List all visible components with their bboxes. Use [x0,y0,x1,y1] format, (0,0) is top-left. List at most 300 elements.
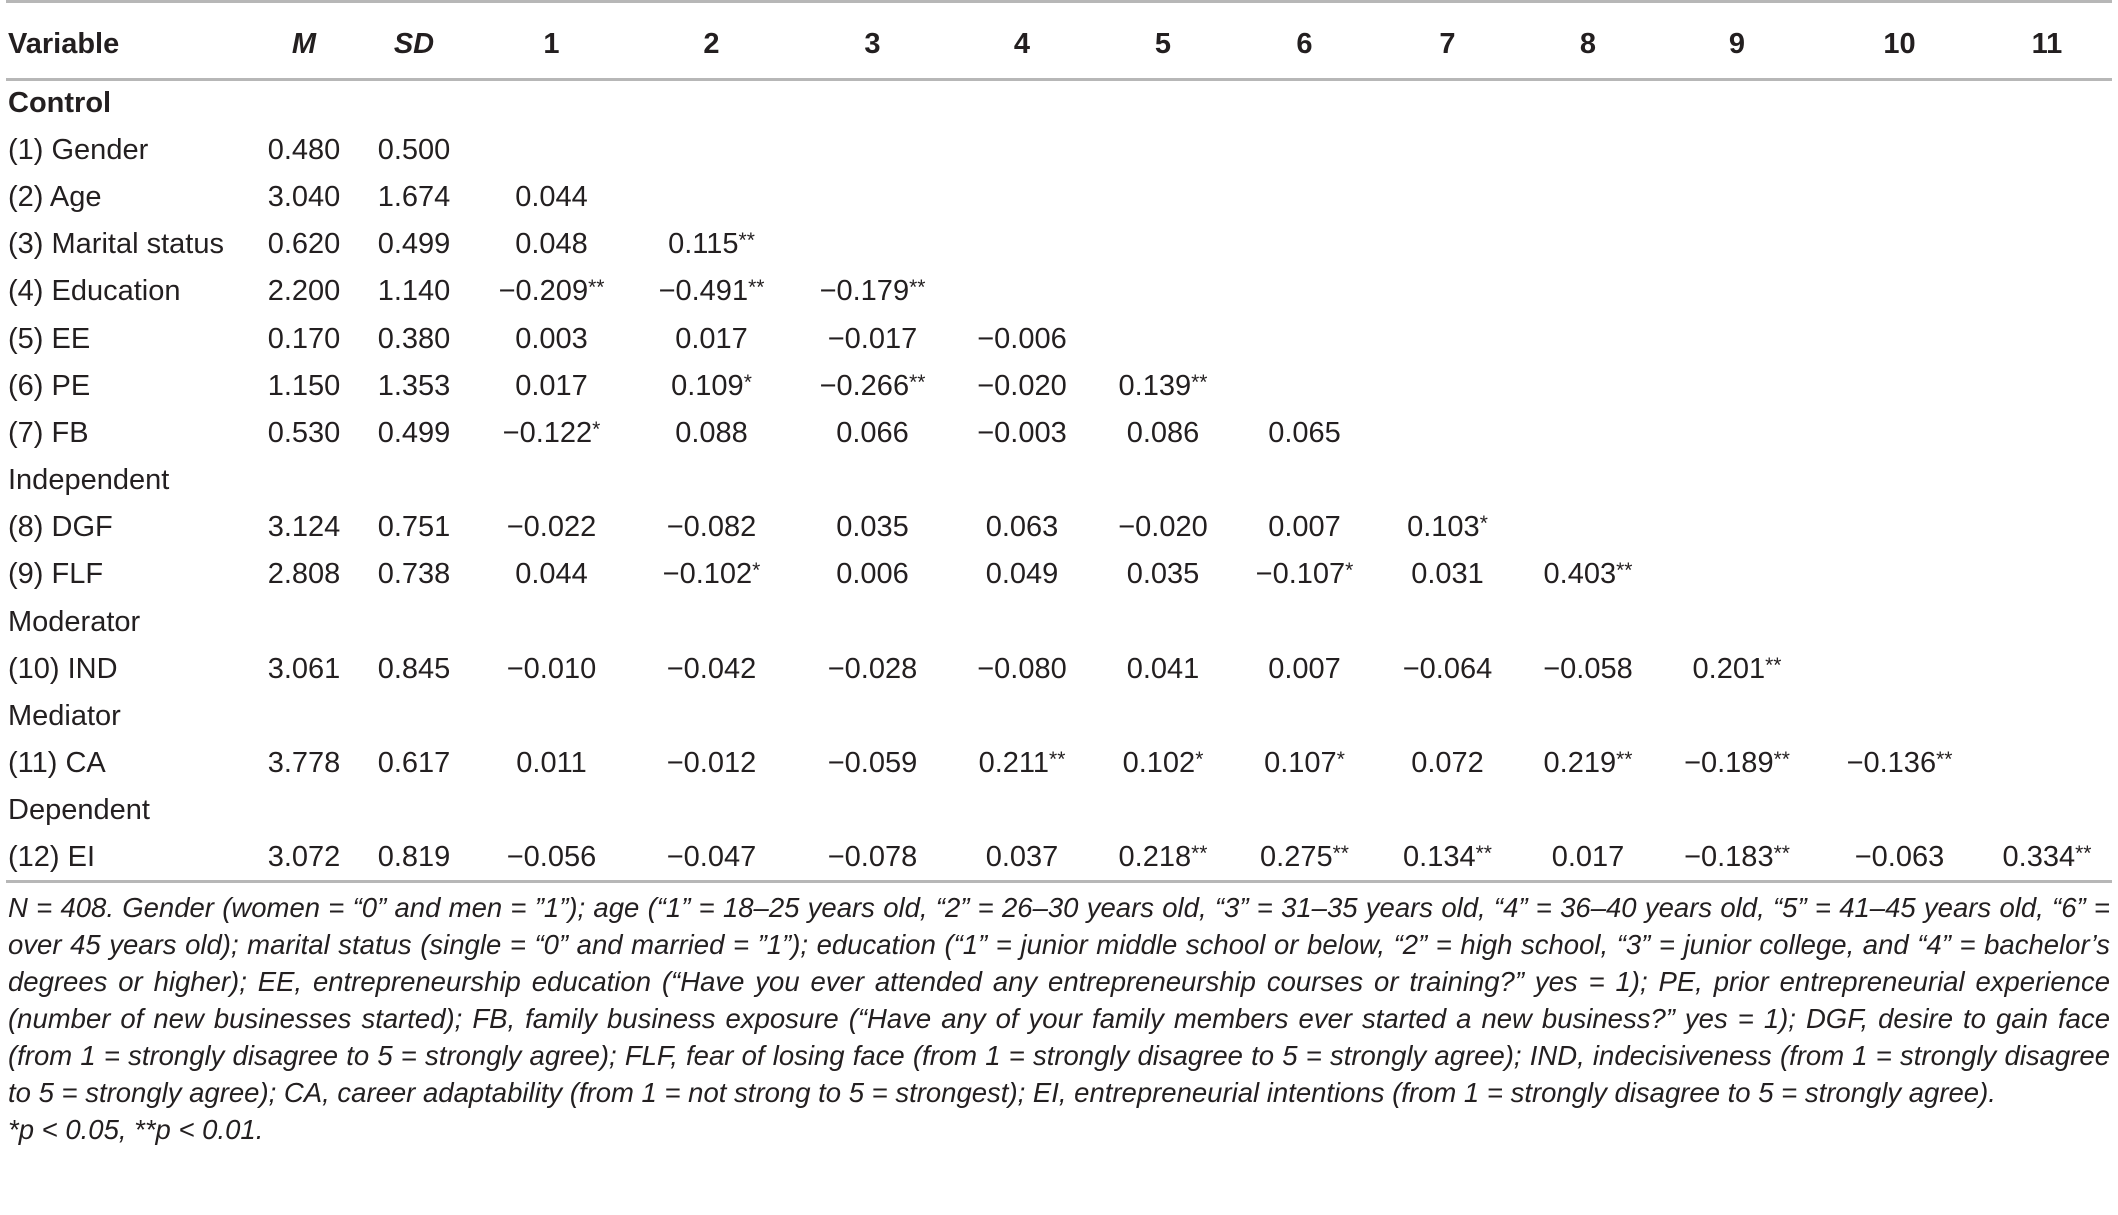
correlation-value: 0.037 [985,840,1059,873]
sd-cell: 0.819 [377,840,451,873]
correlation-cell [1657,835,1817,882]
correlation-table [6,0,2112,883]
header-col-11: 11 [2031,27,2063,60]
correlation-value: 0.017 [515,369,588,402]
significance-marker: ** [1773,841,1790,865]
correlation-cell [629,551,794,598]
variable-label: (1) Gender [8,133,149,166]
correlation-cell [951,363,1093,410]
header-variable: Variable [8,27,120,60]
correlation-cell [794,268,951,315]
table-row [6,551,2112,598]
correlation-value: 0.103 [1407,511,1480,544]
correlation-cell [1376,127,1519,174]
correlation-cell [1376,835,1519,882]
significance-marker: * [592,417,601,441]
correlation-value: −0.179 [819,275,910,308]
correlation-cell [1982,835,2112,882]
correlation-cell [1817,835,1982,882]
correlation-cell [1982,174,2112,221]
correlation-cell [1817,410,1982,457]
correlation-cell [1233,127,1376,174]
correlation-value: −0.012 [666,747,757,780]
mean-cell: 0.480 [267,133,341,166]
correlation-cell [1376,551,1519,598]
correlation-cell [794,410,951,457]
significance-marker: * [743,370,752,394]
header-col-9: 9 [1728,27,1746,60]
header-col-7: 7 [1439,27,1456,60]
correlation-value: 0.134 [1403,840,1476,873]
header-col-6: 6 [1296,27,1313,60]
correlation-cell [1233,268,1376,315]
correlation-value: 0.044 [515,558,588,591]
table-header [6,2,2112,80]
correlation-cell [951,835,1093,882]
correlation-cell [629,835,794,882]
mean-cell: 3.778 [267,747,341,780]
correlation-cell [1093,646,1233,693]
section-row [6,693,2112,740]
variable-label: (11) CA [8,747,106,780]
table-body [6,80,2112,882]
table-row [6,268,2112,315]
correlation-value: −0.022 [506,511,597,544]
mean-cell: 0.620 [267,228,341,261]
variable-label: (12) EI [8,840,96,873]
correlation-cell [1233,646,1376,693]
correlation-value: −0.136 [1846,747,1937,780]
sd-cell: 0.751 [377,511,451,544]
section-label: Mediator [8,700,121,733]
correlation-cell [474,740,629,787]
section-row [6,457,2112,504]
mean-cell: 0.170 [267,322,341,355]
correlation-cell [1817,268,1982,315]
significance-marker: ** [1191,370,1208,394]
correlation-value: −0.266 [819,369,910,402]
significance-marker: ** [1049,748,1066,772]
correlation-value: −0.020 [977,369,1067,402]
correlation-cell [474,835,629,882]
correlation-value: 0.066 [836,416,909,449]
correlation-cell [1817,646,1982,693]
correlation-cell [1657,740,1817,787]
correlation-cell [1376,363,1519,410]
significance-marker: ** [909,276,926,300]
correlation-value: 0.072 [1411,747,1484,780]
correlation-cell [1519,174,1657,221]
correlation-cell [794,174,951,221]
correlation-cell [474,315,629,362]
section-row [6,599,2112,646]
significance-marker: ** [588,276,605,300]
correlation-cell [474,410,629,457]
correlation-value: 0.035 [1126,558,1200,591]
correlation-value: 0.218 [1118,840,1192,873]
correlation-value: −0.010 [506,652,597,685]
correlation-value: −0.209 [498,275,589,308]
section-label: Independent [8,464,170,497]
correlation-value: −0.017 [827,322,918,355]
mean-cell: 3.124 [267,511,341,544]
significance-marker: ** [1475,841,1492,865]
correlation-value: 0.139 [1118,369,1192,402]
significance-marker: * [1195,748,1204,772]
significance-marker: ** [1773,748,1790,772]
correlation-cell [794,363,951,410]
correlation-cell [951,646,1093,693]
correlation-cell [794,127,951,174]
correlation-value: −0.020 [1118,511,1208,544]
correlation-cell [474,221,629,268]
correlation-cell [1657,646,1817,693]
correlation-cell [794,504,951,551]
correlation-cell [1817,504,1982,551]
correlation-cell [1982,410,2112,457]
correlation-value: −0.189 [1684,747,1774,780]
table-row [6,174,2112,221]
sd-cell: 0.738 [377,558,451,591]
correlation-value: 0.049 [985,558,1059,591]
correlation-value: 0.035 [836,511,909,544]
header-col-1: 1 [543,27,560,60]
correlation-cell [951,551,1093,598]
correlation-cell [1233,221,1376,268]
correlation-value: −0.491 [658,275,749,308]
correlation-value: 0.086 [1126,416,1200,449]
correlation-value: 0.088 [675,416,748,449]
correlation-cell [794,315,951,362]
correlation-cell [1519,363,1657,410]
correlation-cell [1233,504,1376,551]
mean-cell: 3.072 [267,840,341,873]
correlation-value: −0.102 [662,558,753,591]
correlation-cell [1817,315,1982,362]
table-row [6,504,2112,551]
correlation-cell [1519,268,1657,315]
correlation-value: 0.003 [515,322,588,355]
correlation-cell [1657,174,1817,221]
section-label: Dependent [8,794,150,827]
correlation-value: 0.065 [1268,416,1341,449]
header-sd: SD [393,27,435,60]
correlation-value: −0.082 [666,511,757,544]
correlation-value: 0.017 [675,322,748,355]
correlation-cell [1657,315,1817,362]
correlation-cell [474,127,629,174]
variable-label: (3) Marital status [8,228,224,261]
correlation-value: 0.041 [1126,652,1200,685]
sd-cell: 0.845 [377,652,451,685]
mean-cell: 2.808 [267,558,341,591]
variable-label: (8) DGF [8,511,113,544]
correlation-value: 0.115 [668,228,739,261]
correlation-cell [1233,315,1376,362]
correlation-value: −0.047 [666,840,757,873]
correlation-cell [1376,221,1519,268]
correlation-cell [1519,551,1657,598]
correlation-cell [1657,410,1817,457]
correlation-cell [629,268,794,315]
correlation-cell [1376,410,1519,457]
correlation-cell [1519,740,1657,787]
correlation-cell [1817,740,1982,787]
correlation-value: −0.122 [502,416,593,449]
mean-cell: 2.200 [267,275,341,308]
header-col-4: 4 [1013,27,1031,60]
correlation-cell [951,221,1093,268]
correlation-cell [1519,410,1657,457]
correlation-cell [1093,221,1233,268]
correlation-cell [1093,551,1233,598]
correlation-cell [1657,268,1817,315]
correlation-cell [1093,410,1233,457]
correlation-cell [951,268,1093,315]
correlation-value: −0.003 [977,416,1067,449]
correlation-value: 0.048 [515,228,588,261]
correlation-cell [951,127,1093,174]
sd-cell: 0.617 [377,747,451,780]
significance-note: *p < 0.05, **p < 0.01. [8,1114,264,1146]
correlation-value: −0.042 [666,652,757,685]
correlation-cell [1817,221,1982,268]
mean-cell: 3.061 [267,652,341,685]
correlation-cell [1982,504,2112,551]
correlation-value: −0.006 [977,322,1067,355]
correlation-value: 0.007 [1268,652,1341,685]
significance-marker: ** [1765,653,1782,677]
correlation-value: 0.403 [1543,558,1617,591]
correlation-value: 0.102 [1122,747,1196,780]
header-row [6,2,2112,80]
sd-cell: 0.500 [377,133,451,166]
significance-marker: ** [738,229,755,253]
table-row [6,410,2112,457]
correlation-value: 0.201 [1692,652,1766,685]
correlation-cell [1233,363,1376,410]
significance-marker: * [752,559,761,583]
correlation-value: −0.183 [1684,840,1774,873]
significance-marker: ** [2075,841,2092,865]
correlation-value: −0.107 [1255,558,1346,591]
correlation-cell [1093,504,1233,551]
correlation-cell [629,740,794,787]
correlation-cell [1657,127,1817,174]
correlation-cell [951,315,1093,362]
correlation-cell [629,410,794,457]
correlation-cell [1093,315,1233,362]
mean-cell: 3.040 [267,180,341,213]
correlation-cell [951,174,1093,221]
header-col-2: 2 [703,27,720,60]
significance-marker: * [1336,748,1345,772]
table-row [6,315,2112,362]
correlation-cell [629,504,794,551]
correlation-value: 0.107 [1264,747,1337,780]
correlation-cell [474,551,629,598]
correlation-cell [1657,363,1817,410]
section-label: Control [8,87,112,120]
correlation-value: 0.275 [1260,840,1333,873]
variable-label: (9) FLF [8,558,104,591]
header-col-5: 5 [1154,27,1172,60]
section-label: Moderator [8,605,141,638]
correlation-cell [1519,221,1657,268]
correlation-cell [794,551,951,598]
correlation-cell [794,221,951,268]
header-mean: M [291,27,317,60]
significance-marker: ** [1616,559,1633,583]
correlation-cell [951,740,1093,787]
correlation-cell [1982,551,2112,598]
correlation-cell [629,315,794,362]
correlation-cell [794,646,951,693]
correlation-cell [1982,221,2112,268]
correlation-value: 0.006 [836,558,909,591]
significance-marker: * [1345,559,1354,583]
header-col-3: 3 [864,27,881,60]
correlation-cell [1982,646,2112,693]
correlation-cell [1233,410,1376,457]
correlation-cell [1817,127,1982,174]
header-col-10: 10 [1883,27,1916,60]
significance-marker: * [1479,512,1488,536]
correlation-cell [474,174,629,221]
section-row [6,80,2112,127]
correlation-cell [1519,646,1657,693]
correlation-value: −0.078 [827,840,918,873]
correlation-cell [1657,221,1817,268]
correlation-cell [1519,835,1657,882]
correlation-value: 0.063 [985,511,1059,544]
correlation-cell [1657,504,1817,551]
table-row [6,221,2112,268]
sd-cell: 0.380 [377,322,451,355]
correlation-cell [1233,174,1376,221]
correlation-value: 0.109 [671,369,744,402]
correlation-value: 0.031 [1411,558,1484,591]
correlation-cell [1657,551,1817,598]
correlation-cell [629,221,794,268]
significance-marker: ** [1191,841,1208,865]
correlation-cell [629,363,794,410]
correlation-cell [1376,268,1519,315]
significance-marker: ** [1332,841,1349,865]
significance-marker: ** [1936,748,1953,772]
correlation-cell [794,835,951,882]
correlation-cell [629,174,794,221]
correlation-cell [1376,646,1519,693]
correlation-value: −0.028 [827,652,918,685]
correlation-value: 0.007 [1268,511,1341,544]
correlation-value: −0.058 [1543,652,1633,685]
correlation-value: 0.219 [1543,747,1617,780]
correlation-cell [1817,363,1982,410]
correlation-cell [474,268,629,315]
correlation-cell [1982,315,2112,362]
sd-cell: 1.353 [377,369,451,402]
correlation-cell [474,363,629,410]
correlation-cell [1233,835,1376,882]
correlation-cell [1376,740,1519,787]
correlation-cell [1982,268,2112,315]
correlation-cell [1233,740,1376,787]
variable-label: (5) EE [8,322,91,355]
correlation-cell [1093,835,1233,882]
correlation-value: 0.334 [2002,840,2076,873]
correlation-value: 0.044 [515,180,588,213]
correlation-value: 0.011 [516,747,587,780]
correlation-cell [474,504,629,551]
correlation-cell [794,740,951,787]
mean-cell: 1.150 [267,369,341,402]
table-row [6,646,2112,693]
variable-label: (10) IND [8,652,118,685]
table-row [6,127,2112,174]
correlation-value: 0.211 [978,747,1050,780]
correlation-value: 0.017 [1551,840,1625,873]
correlation-cell [1376,315,1519,362]
variable-label: (6) PE [8,369,91,402]
correlation-value: −0.056 [506,840,597,873]
variable-label: (7) FB [8,416,89,449]
significance-marker: ** [909,370,926,394]
correlation-value: −0.059 [827,747,918,780]
correlation-cell [1519,315,1657,362]
correlation-cell [1093,174,1233,221]
sd-cell: 1.674 [377,180,451,213]
correlation-cell [1817,551,1982,598]
correlation-cell [1376,174,1519,221]
correlation-cell [1982,127,2112,174]
correlation-cell [629,646,794,693]
correlation-cell [474,646,629,693]
correlation-cell [1817,174,1982,221]
variable-label: (4) Education [8,275,181,308]
sd-cell: 0.499 [377,228,451,261]
header-col-8: 8 [1579,27,1597,60]
correlation-cell [1982,740,2112,787]
correlation-cell [1519,504,1657,551]
table-row [6,740,2112,787]
table-footnote: N = 408. Gender (women = “0” and men = ”1”); age (“1” = 18–25 years old, “2” = 26–30 years old, “3” = 31–35 years old, “4” = 36–40 years old, “5” = 41–45 years old, “6” = over 45 years old); marital status (single = “0” and married = ”1”); education (“1” = junior middle school or below, “2” = high school, “3” = junior college, and “4” = bachelor’s degrees or higher); EE, entrepreneurship education (“Have you ever attended any entrepreneurship courses or training?” yes = 1); PE, prior entrepreneurial experience (number of new businesses started); FB, family business exposure (“Have any of your family members ever started a new business?” yes = 1); DGF, desire to gain face (from 1 = strongly disagree to 5 = strongly agree); FLF, fear of losing face (from 1 = strongly disagree to 5 = strongly agree); IND, indecisiveness (from 1 = strongly disagree to 5 = strongly agree); CA, career adaptability (from 1 = not strong to 5 = strongest); EI, entrepreneurial intentions (from 1 = strongly disagree to 5 = strongly agree). [8,892,2110,1109]
correlation-value: −0.080 [977,652,1067,685]
correlation-value: −0.064 [1402,652,1493,685]
table-row [6,835,2112,882]
table-row [6,363,2112,410]
correlation-cell [951,410,1093,457]
mean-cell: 0.530 [267,416,341,449]
sd-cell: 0.499 [377,416,451,449]
correlation-cell [1093,268,1233,315]
correlation-value: −0.063 [1854,840,1945,873]
correlation-cell [951,504,1093,551]
correlation-cell [1093,127,1233,174]
correlation-cell [1093,740,1233,787]
correlation-cell [1519,127,1657,174]
significance-marker: ** [748,276,765,300]
section-row [6,787,2112,834]
correlation-cell [1376,504,1519,551]
variable-label: (2) Age [8,180,102,213]
correlation-cell [1093,363,1233,410]
sd-cell: 1.140 [377,275,451,308]
correlation-cell [629,127,794,174]
correlation-cell [1233,551,1376,598]
correlation-cell [1982,363,2112,410]
significance-marker: ** [1616,748,1633,772]
